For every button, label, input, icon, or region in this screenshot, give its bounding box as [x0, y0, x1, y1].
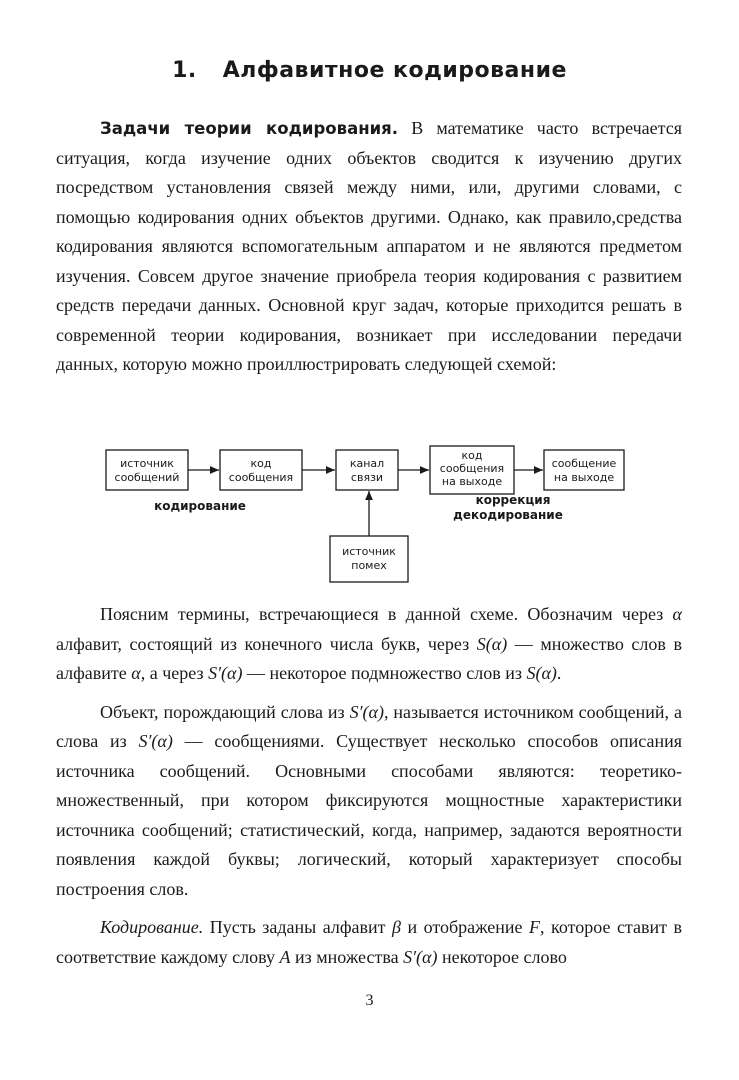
intro-text — [56, 114, 682, 380]
text-run: Пусть заданы алфавит — [203, 917, 392, 937]
box4-line2: сообщения — [439, 462, 505, 475]
text-run: — сообщениями. Существует несколько способов описания источника сообщений. Основными способами являются: теоретико-множественный, при котором фиксируются мощностные характеристики источника сообщений; статистический, когда, например, задаются вероятности появления каждой буквы; логический, который характеризует способы построения слов. — [56, 731, 682, 899]
box5-line2: на выходе — [553, 471, 615, 484]
box4-line1: код — [461, 449, 483, 462]
math-s-alpha: S(α) — [476, 633, 508, 654]
box3-line1: канал — [349, 457, 385, 470]
box6-line2: помех — [351, 559, 387, 572]
math-s-prime-alpha: S′(α) — [403, 946, 438, 967]
paragraph-source — [56, 698, 682, 905]
box4-line3: на выходе — [441, 475, 503, 488]
main-text — [56, 600, 682, 981]
box2-line2: сообщения — [228, 471, 294, 484]
math-a: A — [279, 946, 291, 967]
section-heading — [0, 58, 739, 83]
box2-line1: код — [250, 457, 272, 470]
math-alpha: α — [672, 604, 682, 624]
box5-line1: сообщение — [551, 457, 617, 470]
text-run: — множество слов в алфавите — [56, 633, 682, 683]
label-encoding: кодирование — [154, 499, 246, 513]
text-run: и отображение — [400, 917, 530, 937]
transmission-diagram — [100, 440, 640, 590]
box-output-message — [544, 450, 624, 490]
math-f: F — [529, 917, 541, 937]
label-decoding: декодирование — [453, 508, 563, 522]
paragraph-intro — [56, 114, 682, 380]
box1-line1: источник — [120, 457, 174, 470]
box-message-source — [106, 450, 188, 490]
math-s-alpha: S(α) — [526, 663, 557, 683]
paragraph-lead: Задачи теории кодирования. — [100, 119, 399, 138]
box6-line1: источник — [342, 545, 396, 558]
paragraph-lead: Кодирование. — [100, 917, 204, 937]
box1-line2: сообщений — [114, 471, 180, 484]
paragraph-terms — [56, 600, 682, 689]
label-correction: коррекция — [475, 493, 551, 507]
page-number: 3 — [365, 992, 374, 1009]
section-title: Алфавитное кодирование — [222, 58, 567, 83]
text-run: , а через — [140, 663, 209, 683]
text-run: некоторое слово — [437, 946, 567, 967]
text-run: Поясним термины, встречающиеся в данной схеме. Обозначим через — [100, 604, 673, 624]
box-message-code — [220, 450, 302, 490]
math-s-prime-alpha: S′(α) — [138, 731, 173, 751]
text-run: , называется источником сообщений, а слова из — [56, 701, 682, 751]
math-alpha: α — [131, 663, 141, 683]
text-run: — некоторое подмножество слов из — [242, 663, 527, 683]
box3-line2: связи — [350, 471, 384, 484]
math-s-prime-alpha: S′(α) — [208, 663, 243, 683]
math-beta: β — [392, 917, 401, 937]
text-run: . — [556, 663, 562, 683]
text-run: из множества — [290, 946, 404, 967]
text-run: , которое ставит в соответствие каждому слову — [56, 917, 682, 967]
text-run: алфавит, состоящий из конечного числа букв, через — [56, 633, 477, 654]
paragraph-encoding — [56, 913, 682, 972]
text-run: Объект, порождающий слова из — [100, 701, 350, 722]
section-number: 1. — [172, 58, 197, 83]
math-s-prime-alpha: S′(α) — [349, 701, 384, 722]
box-channel — [336, 450, 398, 490]
paragraph-body: В математике часто встречается ситуация, когда изучение одних объектов сводится к изучению других посредством установления связей между ними, или, другими словами, с помощью кодирования одних объектов другими. Однако, как правило,средства кодирования являются вспомогательным аппаратом и не являются предметом изучения. Совсем другое значение приобрела теория кодирования с развитием средств передачи данных. Основной круг задач, которые приходится решать в современной теории кодирования, возникает при исследовании передачи данных, которую можно проиллюстрировать следующей схемой: — [56, 118, 682, 374]
